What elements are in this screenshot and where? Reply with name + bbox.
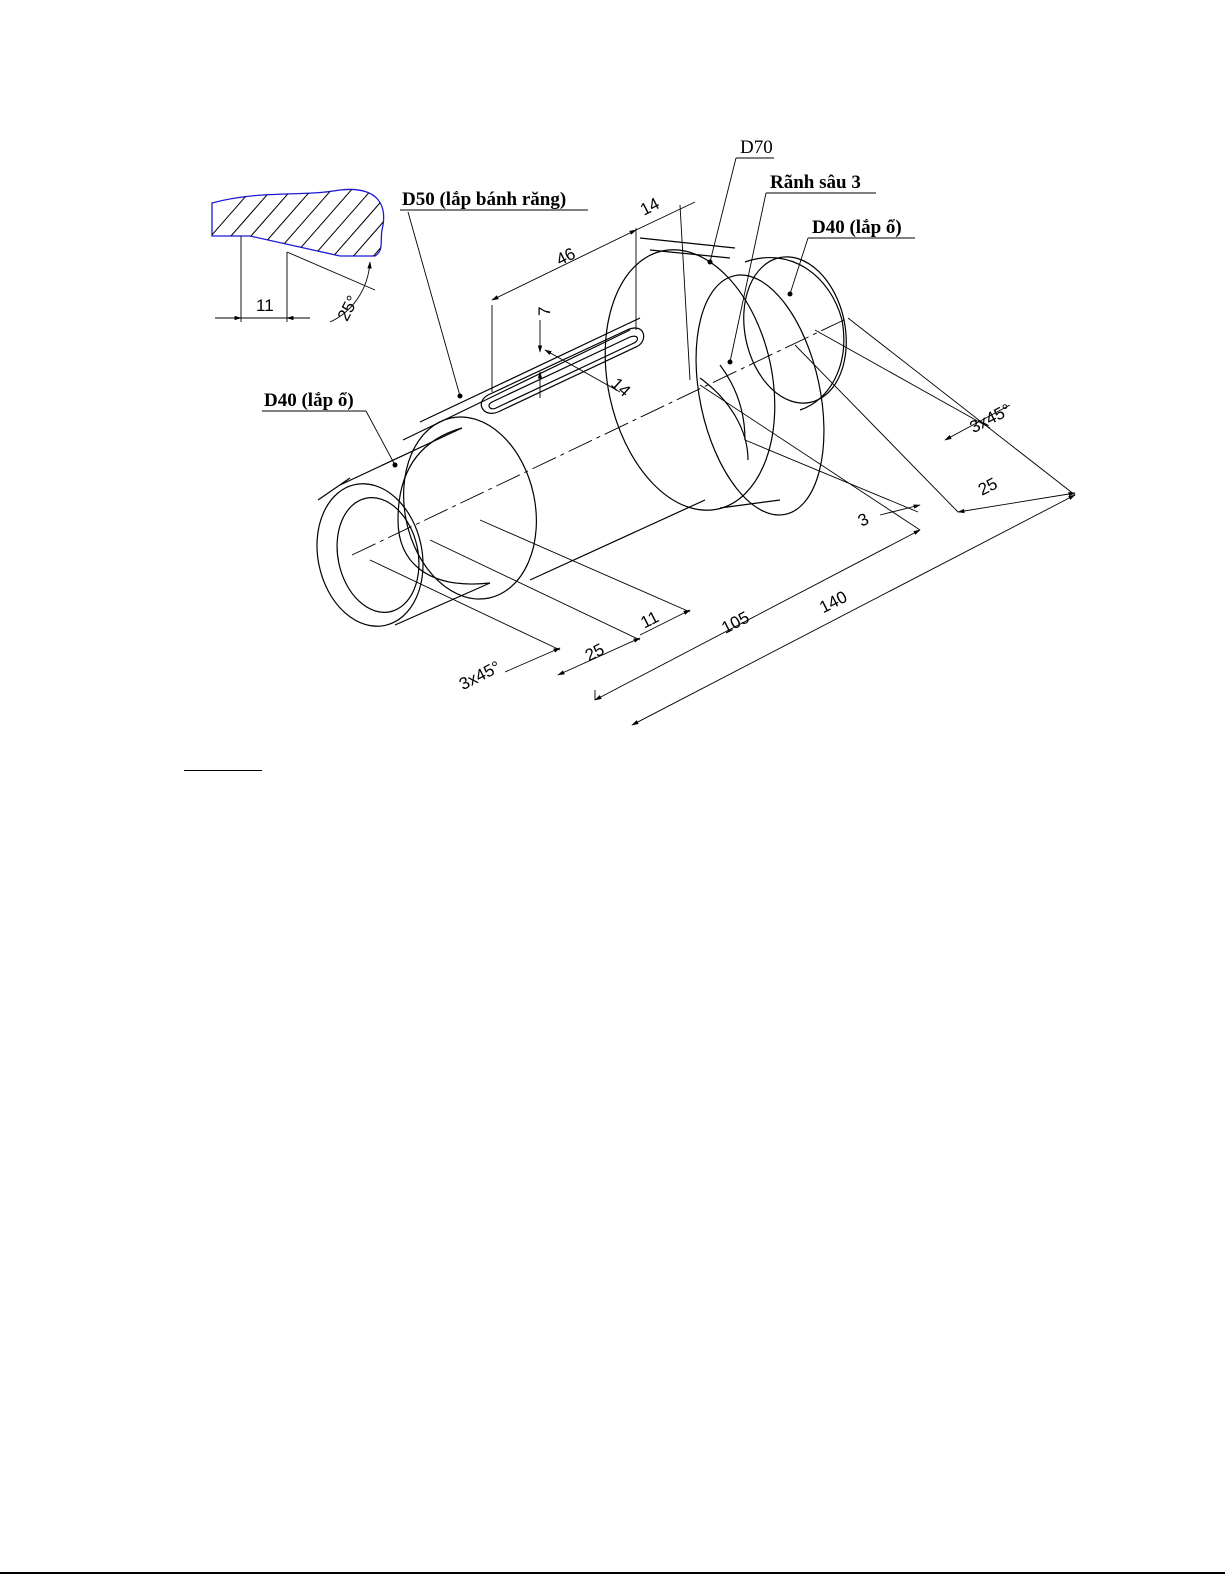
dim-105: 105 — [718, 607, 753, 638]
dim-3x45-right: 3x45° — [966, 400, 1015, 437]
label-d40-right: D40 (lắp ổ) — [812, 217, 902, 238]
label-d70: D70 — [740, 137, 773, 158]
label-d40-left: D40 (lắp ổ) — [264, 390, 354, 411]
dim-11-detail: 11 — [256, 296, 274, 315]
note-underline — [184, 770, 262, 771]
dim-46: 46 — [553, 243, 579, 270]
dim-7: 7 — [535, 306, 554, 316]
label-groove: Rãnh sâu 3 — [770, 172, 861, 193]
label-d50: D50 (lắp bánh răng) — [402, 189, 567, 210]
dim-14-top: 14 — [637, 193, 663, 220]
dim-140: 140 — [816, 587, 851, 618]
dim-25-left: 25 — [581, 639, 608, 666]
section-outline — [212, 189, 384, 256]
left-end-chamfer — [327, 490, 429, 620]
right-end — [731, 247, 860, 413]
dim-25deg: 25° — [333, 292, 363, 325]
page-footer-rule — [0, 1572, 1225, 1574]
dim-3-groove: 3 — [854, 509, 872, 531]
keyway-slot — [481, 328, 643, 413]
dim-11-bottom: 11 — [637, 607, 662, 633]
dimension-lines — [370, 194, 1075, 725]
dim-14-slot: 14 — [607, 373, 635, 401]
d70-collar-back — [676, 263, 844, 527]
dim-3x45-left: 3x45° — [456, 657, 504, 694]
shaft-axis — [352, 318, 848, 555]
dim-25-right: 25 — [975, 473, 1001, 500]
